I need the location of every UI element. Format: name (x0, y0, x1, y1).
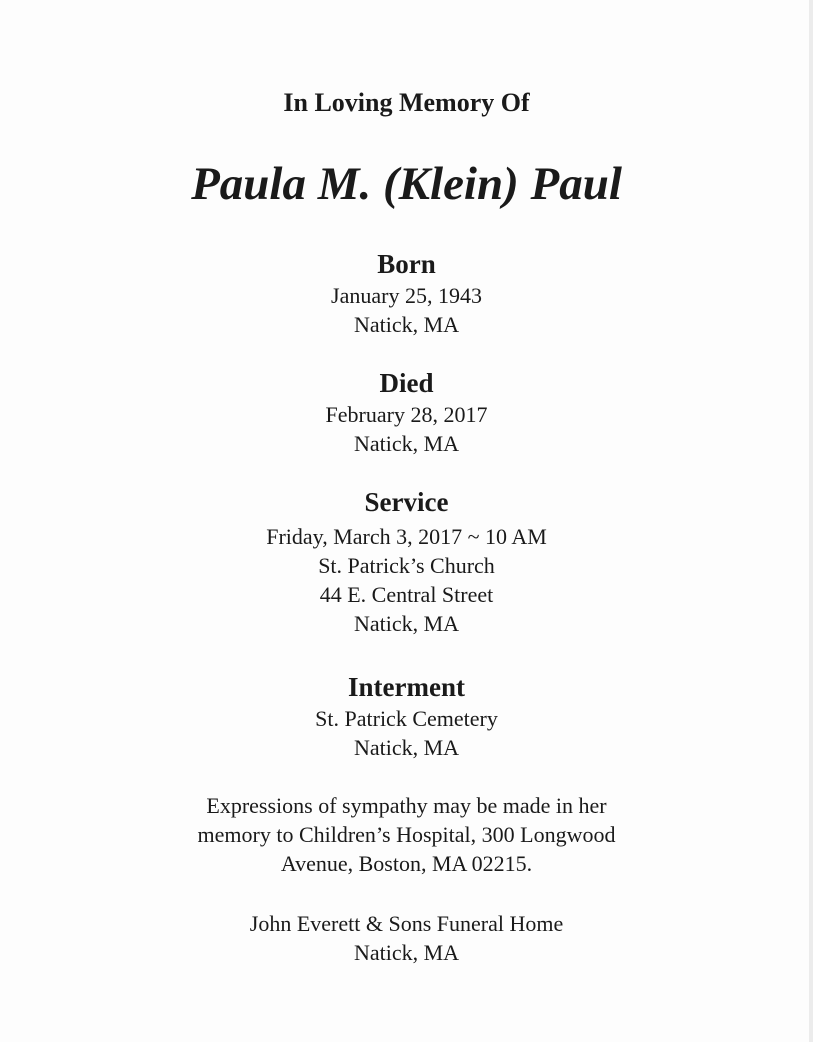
born-heading: Born (377, 249, 436, 279)
interment-heading: Interment (348, 672, 465, 702)
died-place: Natick, MA (353, 431, 460, 456)
service-heading: Service (364, 487, 449, 517)
interment-place: Natick, MA (353, 735, 460, 760)
service-place: Natick, MA (353, 611, 460, 636)
service-venue: St. Patrick’s Church (318, 553, 495, 578)
funeral-home-place: Natick, MA (353, 940, 460, 965)
born-place: Natick, MA (353, 312, 460, 337)
service-address: 44 E. Central Street (319, 582, 494, 607)
interment-venue: St. Patrick Cemetery (315, 706, 498, 731)
died-heading: Died (379, 368, 434, 398)
funeral-home-name: John Everett & Sons Funeral Home (249, 911, 564, 936)
born-date: January 25, 1943 (331, 283, 482, 308)
page-edge (809, 0, 813, 1042)
intro-heading: In Loving Memory Of (283, 88, 530, 117)
service-datetime: Friday, March 3, 2017 ~ 10 AM (266, 524, 547, 549)
sympathy-line-2: memory to Children’s Hospital, 300 Longwood (197, 822, 616, 847)
deceased-name: Paula M. (Klein) Paul (191, 158, 622, 210)
died-date: February 28, 2017 (325, 402, 488, 427)
sympathy-line-3: Avenue, Boston, MA 02215. (280, 851, 533, 876)
sympathy-line-1: Expressions of sympathy may be made in her (206, 793, 607, 818)
